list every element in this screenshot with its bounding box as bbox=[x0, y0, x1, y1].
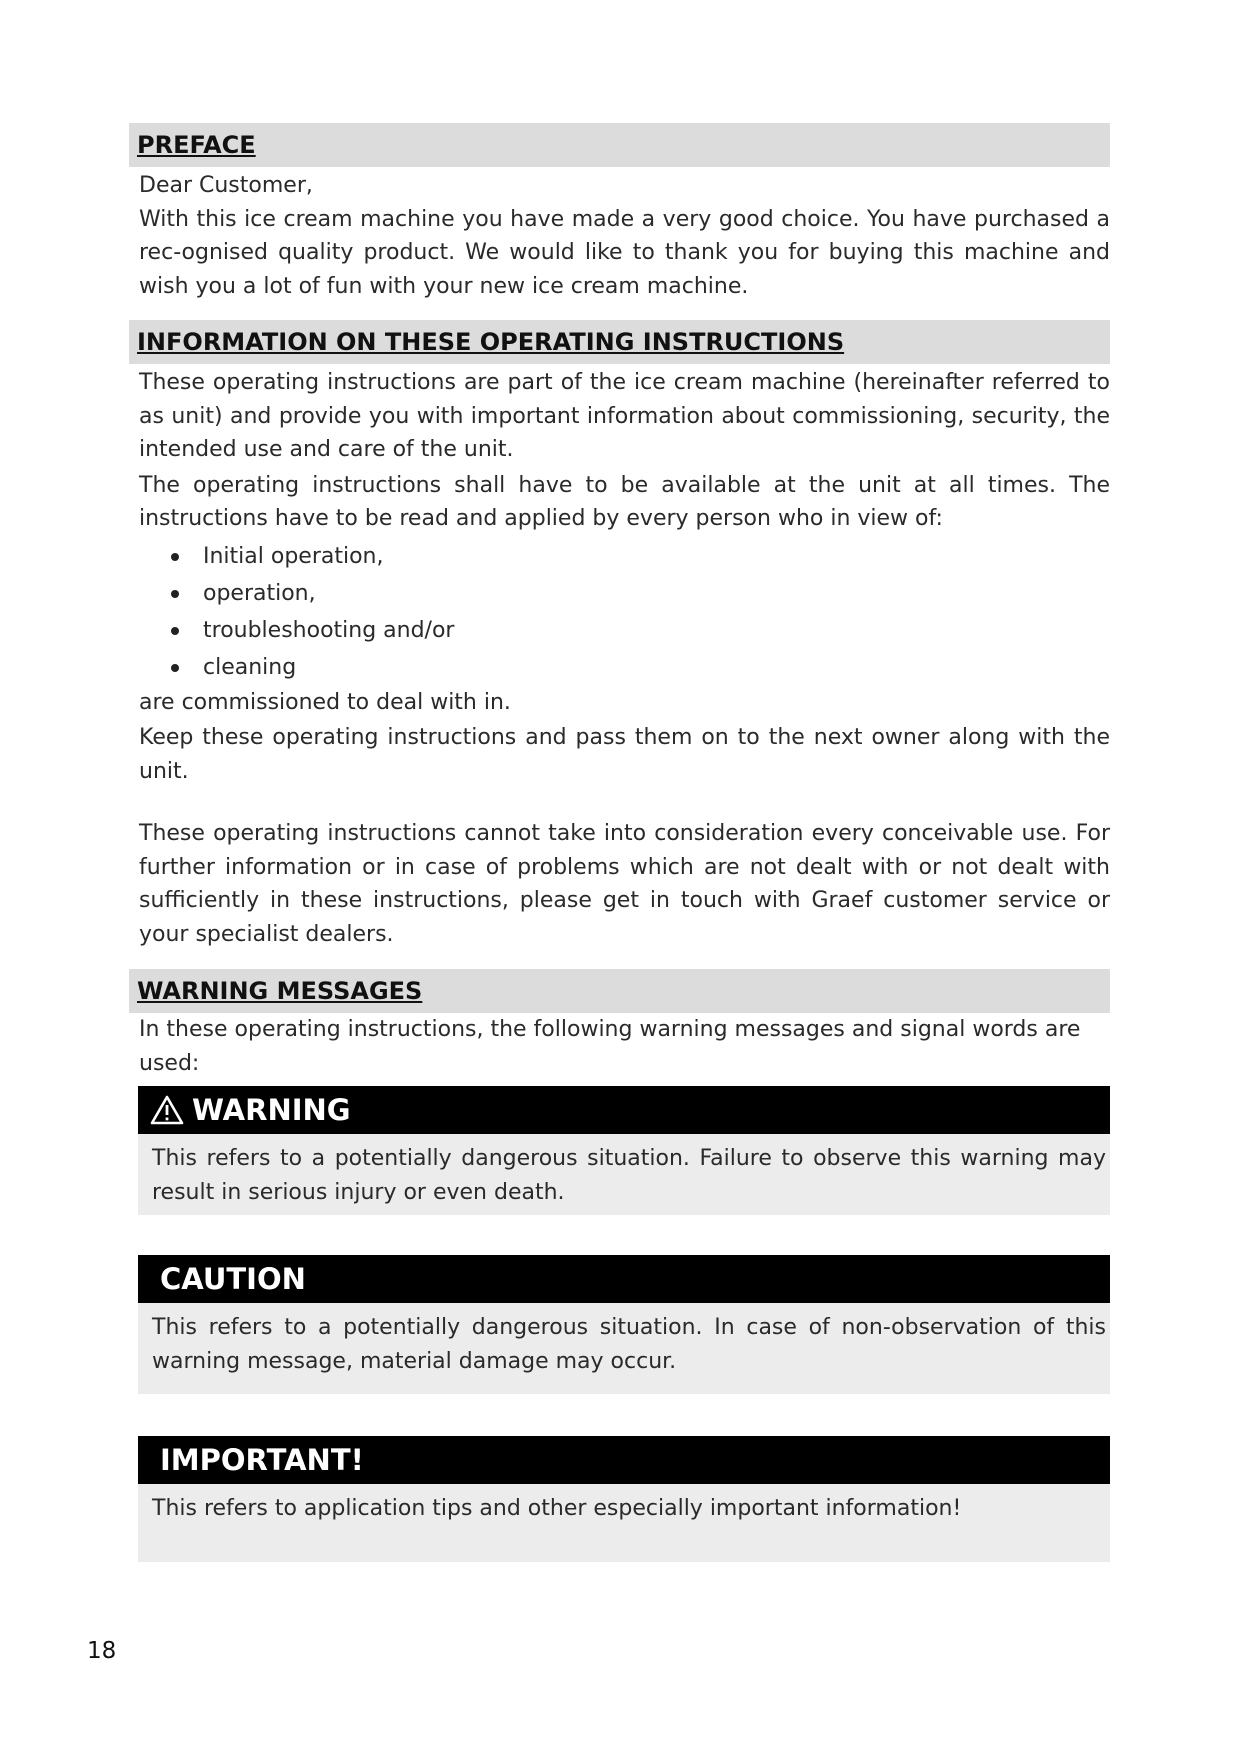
bullet-icon bbox=[171, 627, 179, 635]
info-heading: INFORMATION ON THESE OPERATING INSTRUCTIONS bbox=[129, 320, 1110, 364]
warning-text: This refers to a potentially dangerous situation. Failure to observe this warning may result in serious injury or even death. bbox=[138, 1134, 1110, 1215]
list-item: operation, bbox=[139, 575, 1110, 612]
page-number: 18 bbox=[87, 1638, 117, 1664]
bullet-icon bbox=[171, 553, 179, 561]
list-item: troubleshooting and/or bbox=[139, 612, 1110, 649]
preface-greeting: Dear Customer, bbox=[139, 173, 313, 198]
caution-title: CAUTION bbox=[160, 1262, 306, 1296]
info-paragraph-2: The operating instructions shall have to be available at the unit at all times. The instructions have to be read and applied by every person who in view of: bbox=[139, 472, 1110, 531]
list-item: cleaning bbox=[139, 649, 1110, 686]
important-title: IMPORTANT! bbox=[160, 1443, 364, 1477]
operation-list bbox=[139, 538, 1110, 686]
warning-title: WARNING bbox=[192, 1093, 351, 1127]
caution-box bbox=[138, 1255, 1110, 1394]
warning-messages-intro: In these operating instructions, the following warning messages and signal words are used: bbox=[139, 1017, 1081, 1076]
warning-triangle-icon bbox=[150, 1095, 184, 1125]
preface-heading: PREFACE bbox=[129, 123, 1110, 167]
caution-header bbox=[138, 1255, 1110, 1303]
bullet-icon bbox=[171, 664, 179, 672]
warning-messages-heading: WARNING MESSAGES bbox=[129, 969, 1110, 1013]
info-paragraph-5: These operating instructions cannot take into consideration every conceivable use. For further information or in case of problems which are not dealt with or not dealt with sufficiently in these instructions, please get in touch with Graef customer service or your specialist dealers. bbox=[139, 821, 1110, 947]
important-header bbox=[138, 1436, 1110, 1484]
list-item: Initial operation, bbox=[139, 538, 1110, 575]
info-paragraph-1: These operating instructions are part of the ice cream machine (hereinafter referred to as unit) and provide you with important information about commissioning, security, the intended use and care of the unit. bbox=[139, 370, 1110, 462]
info-paragraph-3: are commissioned to deal with in. bbox=[139, 689, 511, 715]
important-text: This refers to application tips and other especially important information! bbox=[138, 1484, 1110, 1562]
bullet-icon bbox=[171, 590, 179, 598]
document-content bbox=[130, 131, 1110, 1562]
preface-body: With this ice cream machine you have made a very good choice. You have purchased a rec-ognised quality product. We would like to thank you for buying this machine and wish you a lot of fun with your new ice cream machine. bbox=[139, 206, 1110, 299]
warning-box bbox=[138, 1086, 1110, 1215]
warning-header bbox=[138, 1086, 1110, 1134]
caution-text: This refers to a potentially dangerous situation. In case of non-observation of this warning message, material damage may occur. bbox=[138, 1303, 1110, 1394]
important-box bbox=[138, 1436, 1110, 1562]
info-paragraph-4: Keep these operating instructions and pass them on to the next owner along with the unit. bbox=[139, 725, 1110, 784]
